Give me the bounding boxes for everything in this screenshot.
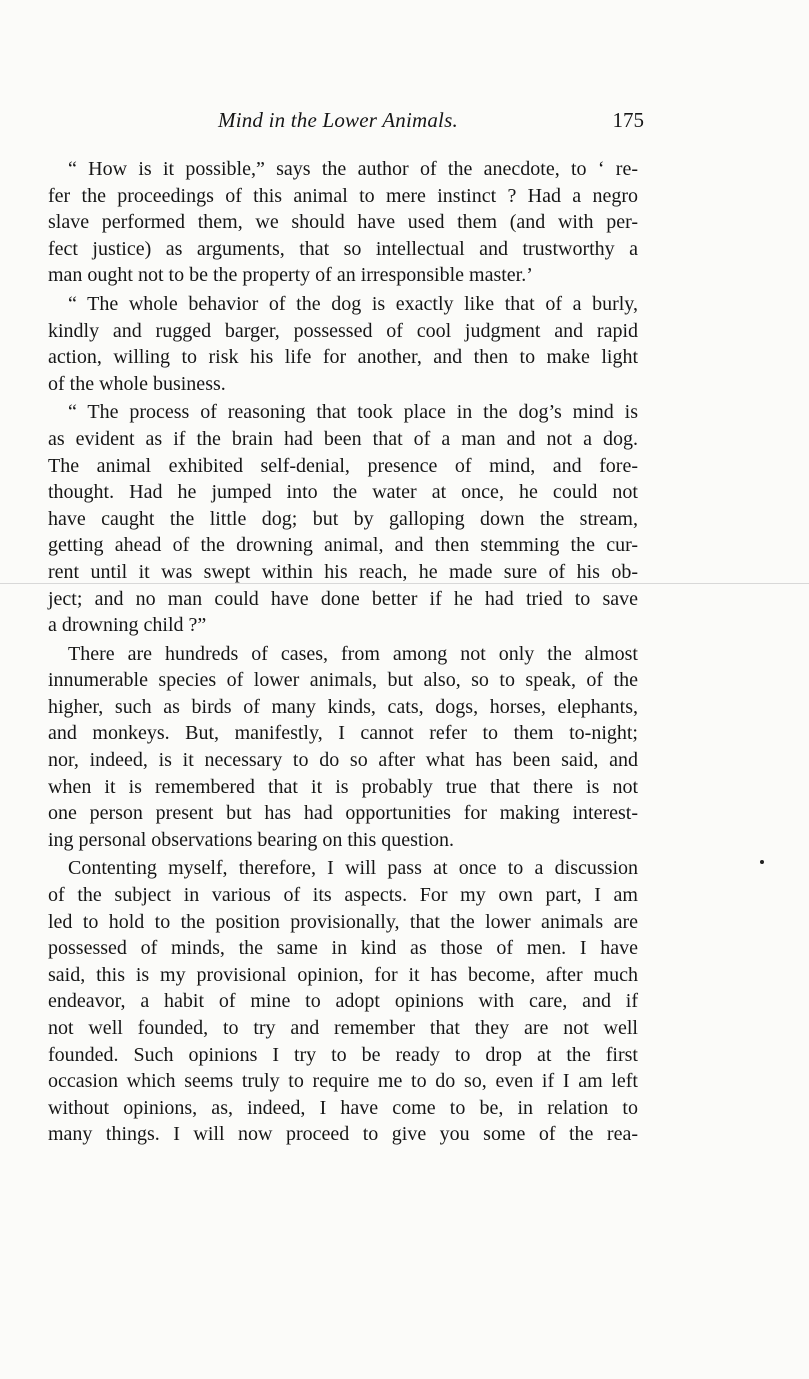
text-line: man ought not to be the property of an irresponsible master.’	[48, 264, 533, 287]
text-line: Contenting myself, therefore, I will pass at once to a discussion	[68, 857, 638, 880]
body-text	[48, 156, 638, 1150]
text-line: action, willing to risk his life for another, and then to make light	[48, 346, 638, 369]
text-line: rent until it was swept within his reach, he made sure of his ob-	[48, 560, 638, 583]
text-line: slave performed them, we should have used them (and with per-	[48, 211, 638, 234]
text-line: There are hundreds of cases, from among not only the almost	[68, 642, 638, 665]
text-line: not well founded, to try and remember that they are not well	[48, 1017, 638, 1039]
text-line: founded. Such opinions I try to be ready to drop at the first	[48, 1043, 638, 1066]
text-line: said, this is my provisional opinion, for it has become, after much	[48, 963, 638, 986]
text-line: many things. I will now proceed to give you some of the rea-	[48, 1123, 638, 1146]
text-line: have caught the little dog; but by galloping down the stream,	[48, 507, 638, 530]
text-line: possessed of minds, the same in kind as those of men. I have	[48, 937, 638, 960]
text-line: ing personal observations bearing on this question.	[48, 828, 455, 851]
text-line: and monkeys. But, manifestly, I cannot refer to them to-night;	[48, 722, 638, 745]
paragraph-3	[48, 399, 638, 638]
paragraph-2	[48, 291, 638, 397]
text-line: a drowning child ?”	[48, 614, 207, 637]
text-line: one person present but has had opportunities for making interest-	[48, 802, 638, 825]
text-line: innumerable species of lower animals, but also, so to speak, of the	[48, 669, 638, 692]
running-head	[48, 108, 644, 140]
text-line: fect justice) as arguments, that so intellectual and trustworthy a	[48, 237, 638, 260]
text-line: of the subject in various of its aspects. For my own part, I am	[48, 884, 638, 907]
text-line: thought. Had he jumped into the water at once, he could not	[48, 481, 638, 504]
text-line: when it is remembered that it is probably true that there is not	[48, 775, 638, 798]
text-line: “ The whole behavior of the dog is exactly like that of a burly,	[68, 292, 638, 315]
text-line: kindly and rugged barger, possessed of cool judgment and rapid	[48, 319, 638, 342]
text-line: ject; and no man could have done better if he had tried to save	[48, 587, 638, 610]
text-line: “ How is it possible,” says the author of the anecdote, to ‘ re-	[68, 158, 638, 180]
text-line: led to hold to the position provisionally, that the lower animals are	[48, 910, 638, 933]
text-line: higher, such as birds of many kinds, cats, dogs, horses, elephants,	[48, 695, 638, 718]
text-line: nor, indeed, is it necessary to do so after what has been said, and	[48, 749, 638, 772]
text-line: of the whole business.	[48, 372, 226, 395]
text-line: endeavor, a habit of mine to adopt opinions with care, and if	[48, 990, 638, 1013]
paragraph-1	[48, 156, 638, 289]
text-line: The animal exhibited self-denial, presence of mind, and fore-	[48, 454, 638, 477]
text-line: without opinions, as, indeed, I have come to be, in relation to	[48, 1096, 638, 1119]
text-line: getting ahead of the drowning animal, and then stemming the cur-	[48, 534, 638, 557]
scan-speck	[760, 860, 764, 864]
running-title: Mind in the Lower Animals.	[218, 108, 458, 132]
page-number: 175	[612, 108, 644, 132]
paragraph-5	[48, 855, 638, 1148]
paragraph-4	[48, 641, 638, 854]
text-line: fer the proceedings of this animal to mere instinct ? Had a negro	[48, 184, 638, 207]
text-line: occasion which seems truly to require me to do so, even if I am left	[48, 1070, 638, 1093]
text-line: as evident as if the brain had been that of a man and not a dog.	[48, 427, 638, 450]
text-line: “ The process of reasoning that took place in the dog’s mind is	[68, 401, 638, 424]
